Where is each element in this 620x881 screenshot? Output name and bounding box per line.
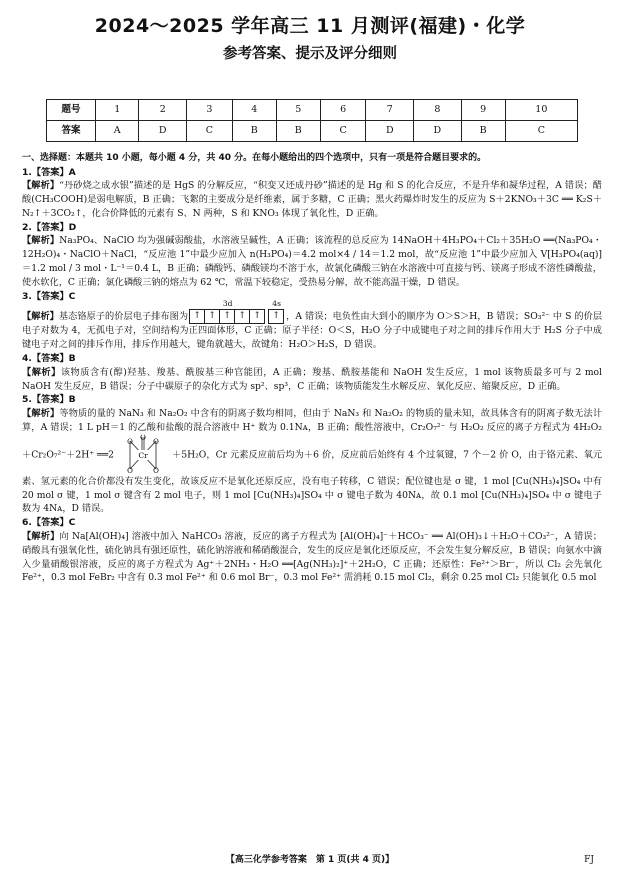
explanation-tag: 【解析】: [22, 408, 60, 420]
row-label-answer: 答案: [47, 121, 96, 142]
table-cell: 9: [461, 100, 505, 121]
orbital-box: ↑: [234, 309, 250, 324]
page-title: 2024～2025 学年高三 11 月测评(福建)・化学: [94, 15, 526, 37]
page-footer: 【高三化学参考答案 第 1 页(共 4 页)】: [225, 855, 395, 865]
o-atom: O: [127, 466, 133, 475]
q2-answer: 2.【答案】D: [22, 221, 77, 233]
table-cell: 10: [505, 100, 577, 121]
orbital-diagram-4s: [269, 299, 284, 324]
table-cell: 2: [139, 100, 187, 121]
table-cell: D: [366, 121, 414, 142]
section-intro: 一、选择题：本题共 10 小题，每小题 4 分，共 40 分。在每小题给出的四个选项中，只有一项是符合题目要求的。: [22, 153, 487, 163]
q4-answer: 4.【答案】B: [22, 353, 76, 365]
table-cell: 6: [320, 100, 366, 121]
o-atom: O: [140, 434, 146, 442]
o-atom: O: [153, 437, 159, 446]
orbital-label-4s: 4s: [272, 299, 281, 309]
answer-table: [46, 99, 578, 142]
orbital-box: ↑: [189, 309, 205, 324]
explanation-tag: 【解析】: [22, 531, 60, 543]
table-cell: 4: [232, 100, 276, 121]
table-cell: 5: [276, 100, 320, 121]
cr-atom: Cr: [138, 450, 148, 460]
answer-table-answer-row: [47, 121, 578, 142]
orbital-diagram-3d: [190, 299, 265, 324]
o-atom: O: [153, 466, 159, 475]
table-cell: A: [96, 121, 139, 142]
q1-text: “丹砂烧之成水银”描述的是 HgS 的分解反应，“积变又还成丹砂”描述的是 Hg 和 S 的化合反应，不是升华和凝华过程，A 错误；醋酸(CH₃COOH)是弱电解质，B 正确；飞絮的主要成分是纤维素，属于多糖，C 正确；黑火药爆炸时发生的反应为 S＋2KNO₃＋3C ══ K₂S＋N₂↑＋3CO₂↑，化合价降低的元素有 S、N 两种，S 和 KNO₃ 体现了氧化性，D 正确。: [22, 180, 602, 219]
q1-explanation: [22, 179, 602, 220]
orbital-box: ↑: [249, 309, 265, 324]
o-atom: O: [127, 437, 133, 446]
explanation-tag: 【解析】: [22, 180, 60, 192]
table-cell: B: [276, 121, 320, 142]
table-cell: D: [414, 121, 462, 142]
orbital-box: ↑: [268, 309, 284, 324]
q6-explanation: [22, 530, 602, 585]
table-cell: B: [461, 121, 505, 142]
table-cell: 3: [187, 100, 233, 121]
solutions-body: [22, 152, 602, 585]
orbital-box: ↑: [204, 309, 220, 324]
orbital-box: ↑: [219, 309, 235, 324]
q3-explanation: [22, 299, 603, 352]
q5-text-b: ＋5H₂O，Cr 元素反应前后均为＋6 价，反应前后始终有 4 个过氧键，7 个－2 价 O，由于铬元素、氧元素、氢元素的化合价都没有发生变化，故该反应不是氧化还原反应，没有电子转移，C 错误；配位键也是 σ 键，1 mol [Cu(NH₃)₄]SO₄ 中有 20 mol σ 键，1 mol σ 键含有 2 mol 电子，则 1 mol [Cu(NH₃)₄]SO₄ 中 σ 键电子数为 40Nᴀ，故 0.1 mol [Cu(NH₃)₄]SO₄ 中 σ 键电子数为 4Nᴀ，D 错误。: [22, 449, 602, 515]
explanation-tag: 【解析】: [22, 366, 61, 378]
table-cell: C: [505, 121, 577, 142]
q4-text: 该物质含有(醇)羟基、羧基、酰胺基三种官能团，A 正确；羧基、酰胺基能和 NaOH 发生反应，1 mol 该物质最多可与 2 mol NaOH 发生反应，B 错误；分子中碳原子的杂化方式为 sp²、sp³，C 正确；该物质能发生水解反应、氧化反应、缩聚反应，D 正确。: [22, 366, 602, 392]
cro5-structure: [120, 435, 166, 475]
q3-text-a: 基态铬原子的价层电子排布图为: [58, 311, 189, 323]
q5-explanation: [22, 407, 602, 516]
table-cell: C: [187, 121, 233, 142]
table-cell: D: [139, 121, 187, 142]
q5-text-a: 等物质的量的 NaN₃ 和 Na₂O₂ 中含有的阴离子数均相同，但由于 NaN₃ 和 Na₂O₂ 的物质的量未知，故具体含有的阴离子数无法计算，A 错误；1 L pH＝1 的乙酸和盐酸的混合溶液中 H⁺ 数为 0.1Nᴀ，B 正确；酸性溶液中，Cr₂O₇²⁻ 与 H₂O₂ 反应的离子方程式为 4H₂O₂＋Cr₂O₇²⁻＋2H⁺ ══2: [22, 408, 603, 461]
table-cell: 7: [366, 100, 414, 121]
table-cell: B: [232, 121, 276, 142]
q4-explanation: [22, 366, 602, 394]
q5-answer: 5.【答案】B: [22, 394, 76, 406]
page-subtitle: 参考答案、提示及评分细则: [223, 46, 397, 62]
table-cell: C: [320, 121, 366, 142]
q3-text-b: ，A 错误；电负性由大到小的顺序为 O＞S＞H，B 错误；SO₃²⁻ 中 S 的价层电子对数为 4，无孤电子对，空间结构为正四面体形，C 正确；原子半径：O＜S，H₂O 分子中成键电子对之间的排斥作用大于 H₂S 分子中成键电子对之间的排斥作用，排斥作用越大，键角就越大，故键角：H₂O＞H₂S，D 错误。: [22, 311, 603, 351]
explanation-tag: 【解析】: [22, 311, 59, 323]
q3-answer: 3.【答案】C: [22, 290, 76, 302]
q6-answer: 6.【答案】C: [22, 517, 76, 529]
orbital-label-3d: 3d: [222, 299, 233, 309]
table-cell: 1: [96, 100, 139, 121]
q6-text: 向 Na[Al(OH)₄] 溶液中加入 NaHCO₃ 溶液，反应的离子方程式为 [Al(OH)₄]⁻＋HCO₃⁻ ══ Al(OH)₃↓＋H₂O＋CO₃²⁻，A 错误；硝酸具有强氧化性，硫化钠具有强还原性，硫化钠溶液和稀硝酸混合，发生的反应是氧化还原反应，不会发生复分解反应，B 错误；向氨水中滴入少量硝酸银溶液，反应的离子方程式为 Ag⁺＋2NH₃・H₂O ══[Ag(NH₃)₂]⁺＋2H₂O，C 正确；还原性：Fe²⁺＞Br⁻，所以 Cl₂ 会先氧化 Fe²⁺，0.3 mol FeBr₂ 中含有 0.3 mol Fe²⁺ 和 0.6 mol Br⁻，0.3 mol Fe²⁺ 需消耗 0.15 mol Cl₂，剩余 0.25 mol Cl₂ 只能氧化 0.5 mol: [22, 531, 602, 584]
answer-table-number-row: [47, 100, 578, 121]
q2-text: Na₃PO₄、NaClO 均为强碱弱酸盐，水溶液呈碱性，A 正确；该流程的总反应为 14NaOH＋4H₃PO₄＋Cl₂＋35H₂O ══(Na₃PO₄・12H₂O)₄・NaClO＋NaCl，“反应池 1”中最少应加入 n(H₃PO₄)＝4.2 mol×4 / 14＝1.2 mol，故“反应池 1”中最少应加入 V[H₃PO₄(aq)]＝1.2 mol / 3 mol・L⁻¹＝0.4 L，B 正确；磷酸钙、磷酸镁均不溶于水，故氯化磷酸三钠在水溶液中可直接与钙、镁离子形成不溶性磷酸盐，使水软化，C 正确；氯化磷酸三钠的熔点为 62 ℃，常温下较稳定，受热易分解，故不能高温干燥，D 错误。: [22, 235, 602, 288]
explanation-tag: 【解析】: [22, 235, 60, 247]
q1-answer: 1.【答案】A: [22, 166, 76, 178]
q2-explanation: [22, 234, 602, 289]
region-code: FJ: [584, 855, 594, 865]
table-cell: 8: [414, 100, 462, 121]
row-label-number: 题号: [47, 100, 96, 121]
